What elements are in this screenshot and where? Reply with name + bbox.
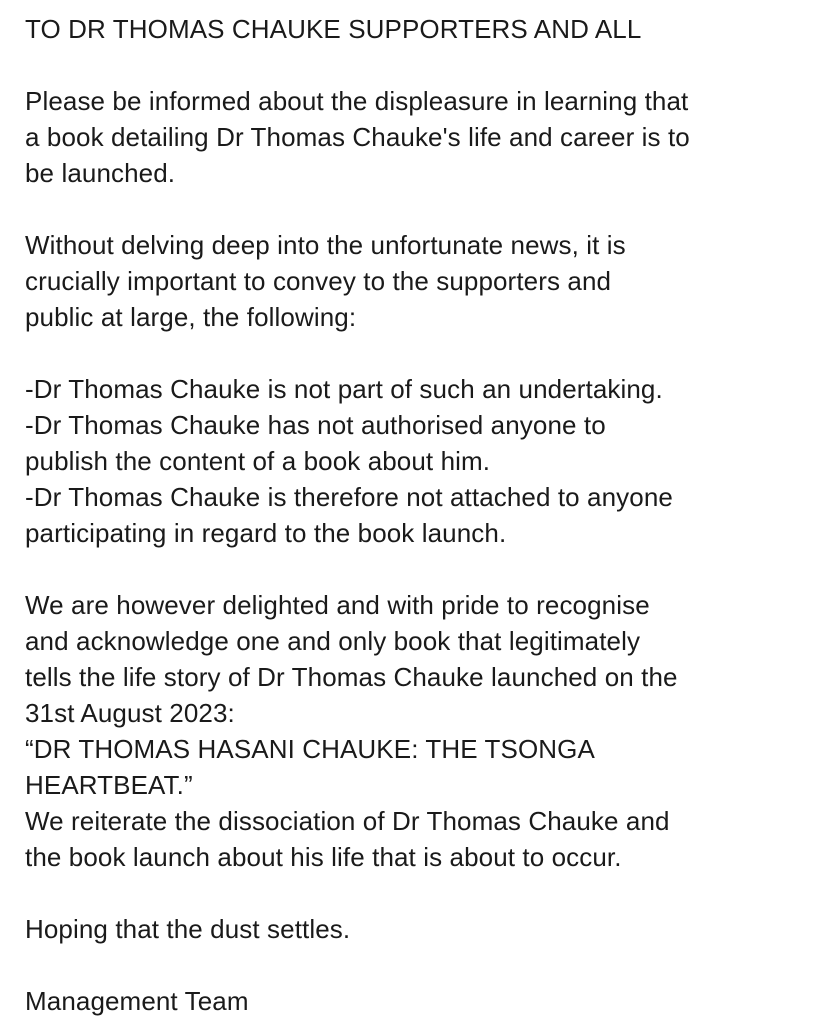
text-line: 31st August 2023: (25, 698, 235, 728)
paragraph-following (25, 227, 808, 335)
text-line: Without delving deep into the unfortunate news, it is (25, 230, 626, 260)
text-line: and acknowledge one and only book that legitimately (25, 626, 641, 656)
point-line: -Dr Thomas Chauke is therefore not attached to anyone (25, 482, 673, 512)
signature-text: Management Team (25, 986, 249, 1016)
paragraph-gap (25, 191, 808, 227)
text-line: public at large, the following: (25, 302, 357, 332)
heading (25, 11, 808, 47)
text-line: Please be informed about the displeasure in learning that (25, 86, 689, 116)
paragraph-gap (25, 875, 808, 911)
paragraph-legitimate-book (25, 587, 808, 875)
text-line: be launched. (25, 158, 176, 188)
closing-text: Hoping that the dust settles. (25, 914, 351, 944)
signature (25, 983, 808, 1019)
points-list (25, 371, 808, 551)
paragraph-gap (25, 47, 808, 83)
point-line: -Dr Thomas Chauke is not part of such an undertaking. (25, 374, 663, 404)
text-line: the book launch about his life that is about to occur. (25, 842, 622, 872)
book-title-line: HEARTBEAT.” (25, 770, 193, 800)
text-line: a book detailing Dr Thomas Chauke's life and career is to (25, 122, 690, 152)
text-line: tells the life story of Dr Thomas Chauke launched on the (25, 662, 678, 692)
point-line: participating in regard to the book launch. (25, 518, 507, 548)
closing (25, 911, 808, 947)
paragraph-gap (25, 551, 808, 587)
paragraph-gap (25, 335, 808, 371)
text-line: We are however delighted and with pride to recognise (25, 590, 650, 620)
text-line: We reiterate the dissociation of Dr Thomas Chauke and (25, 806, 670, 836)
heading-text: TO DR THOMAS CHAUKE SUPPORTERS AND ALL (25, 14, 642, 44)
text-line: crucially important to convey to the supporters and (25, 266, 612, 296)
point-line: publish the content of a book about him. (25, 446, 491, 476)
paragraph-gap (25, 947, 808, 983)
book-title-line: “DR THOMAS HASANI CHAUKE: THE TSONGA (25, 734, 595, 764)
paragraph-displeasure (25, 83, 808, 191)
point-line: -Dr Thomas Chauke has not authorised anyone to (25, 410, 606, 440)
